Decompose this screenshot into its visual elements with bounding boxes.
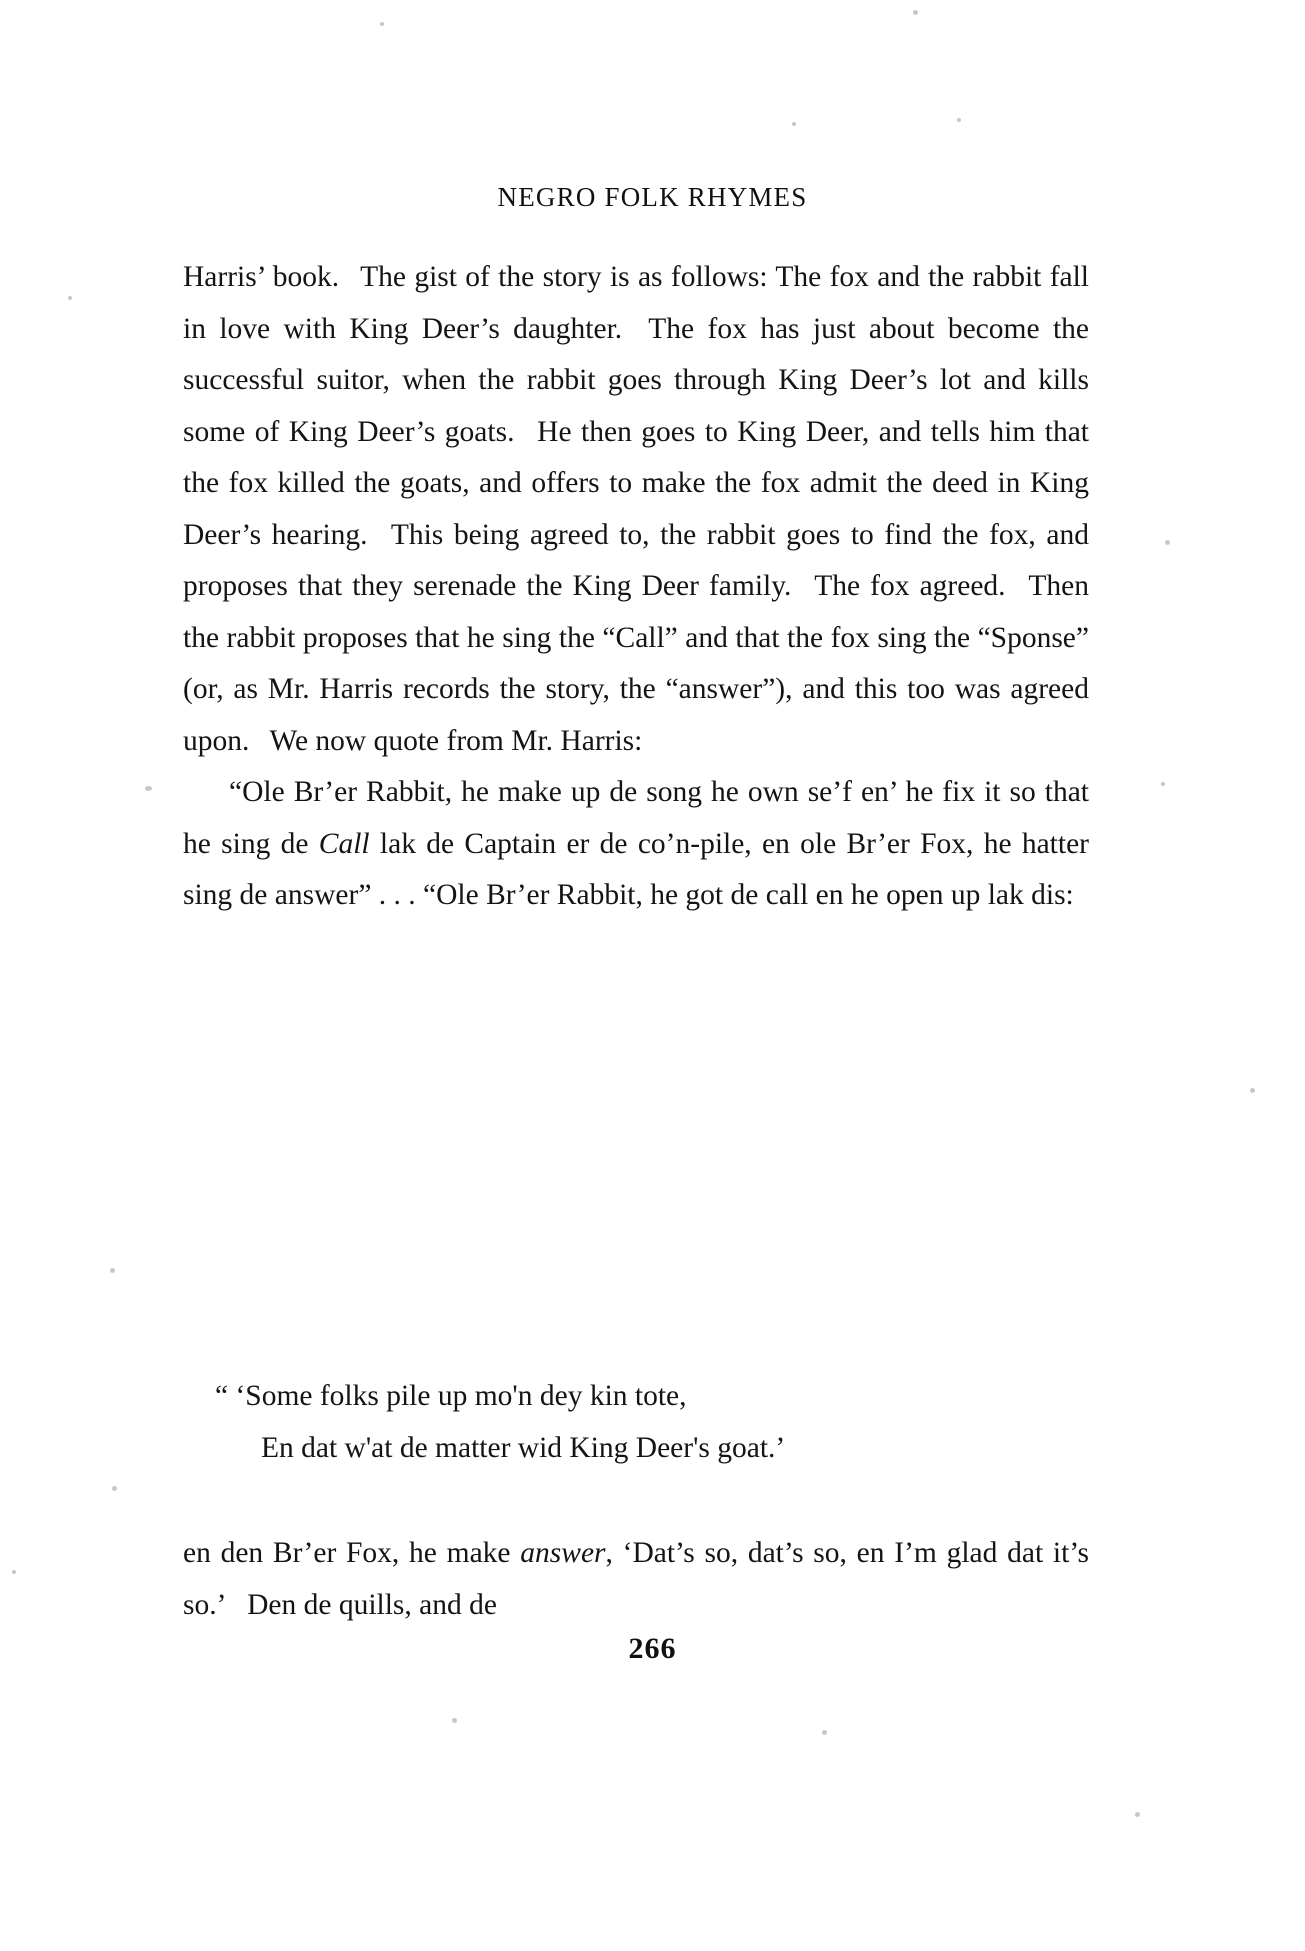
paper-speck	[110, 1268, 115, 1273]
italic-call: Call	[318, 827, 370, 860]
paragraph-2: “Ole Br’er Rabbit, he make up de song he own se’f en’ he fix it so that he sing de Call lak de Captain er de co’n-pile, en ole Br’er Fox, he hatter sing de answer” . . . “Ole Br’er Rabbit, he got de call en he open up lak dis:	[183, 776, 1089, 911]
paper-speck	[452, 1718, 457, 1723]
page-number: 266	[628, 1632, 677, 1665]
paper-speck	[913, 10, 918, 15]
paper-speck	[12, 1570, 16, 1574]
body-text-block	[183, 252, 1089, 922]
paper-speck	[822, 1730, 827, 1735]
paper-speck	[112, 1486, 117, 1491]
paper-speck	[145, 786, 152, 791]
running-head: NEGRO FOLK RHYMES	[497, 182, 808, 212]
italic-answer: answer	[520, 1537, 606, 1569]
paper-speck	[1161, 782, 1165, 786]
verse-line-1: “ ‘Some folks pile up mo'n dey kin tote,	[215, 1380, 687, 1412]
verse-line-2: En dat w'at de matter wid King Deer's goat.’	[261, 1432, 786, 1464]
paper-speck	[1135, 1812, 1140, 1817]
verse-block	[183, 1370, 1089, 1474]
paper-speck	[68, 296, 72, 300]
paper-speck	[957, 118, 961, 122]
paper-speck	[1165, 540, 1170, 545]
paper-speck	[792, 122, 796, 126]
paper-speck	[1250, 1088, 1255, 1093]
tail-paragraph: en den Br’er Fox, he make answer, ‘Dat’s so, dat’s so, en I’m glad dat it’s so.’ Den de quills, and de	[183, 1537, 1089, 1621]
paper-speck	[380, 22, 384, 26]
paragraph-1: Harris’ book. The gist of the story is as follows: The fox and the rabbit fall in love with King Deer’s daughter. The fox has just about become the successful suitor, when the rabbit goes through King Deer’s lot and kills some of King Deer’s goats. He then goes to King Deer, and tells him that the fox killed the goats, and offers to make the fox admit the deed in King Deer’s hearing. This being agreed to, the rabbit goes to find the fox, and proposes that they serenade the King Deer family. The fox agreed. Then the rabbit proposes that he sing the “Call” and that the fox sing the “Sponse” (or, as Mr. Harris records the story, the “answer”), and this too was agreed upon. We now quote from Mr. Harris:	[183, 261, 1090, 757]
